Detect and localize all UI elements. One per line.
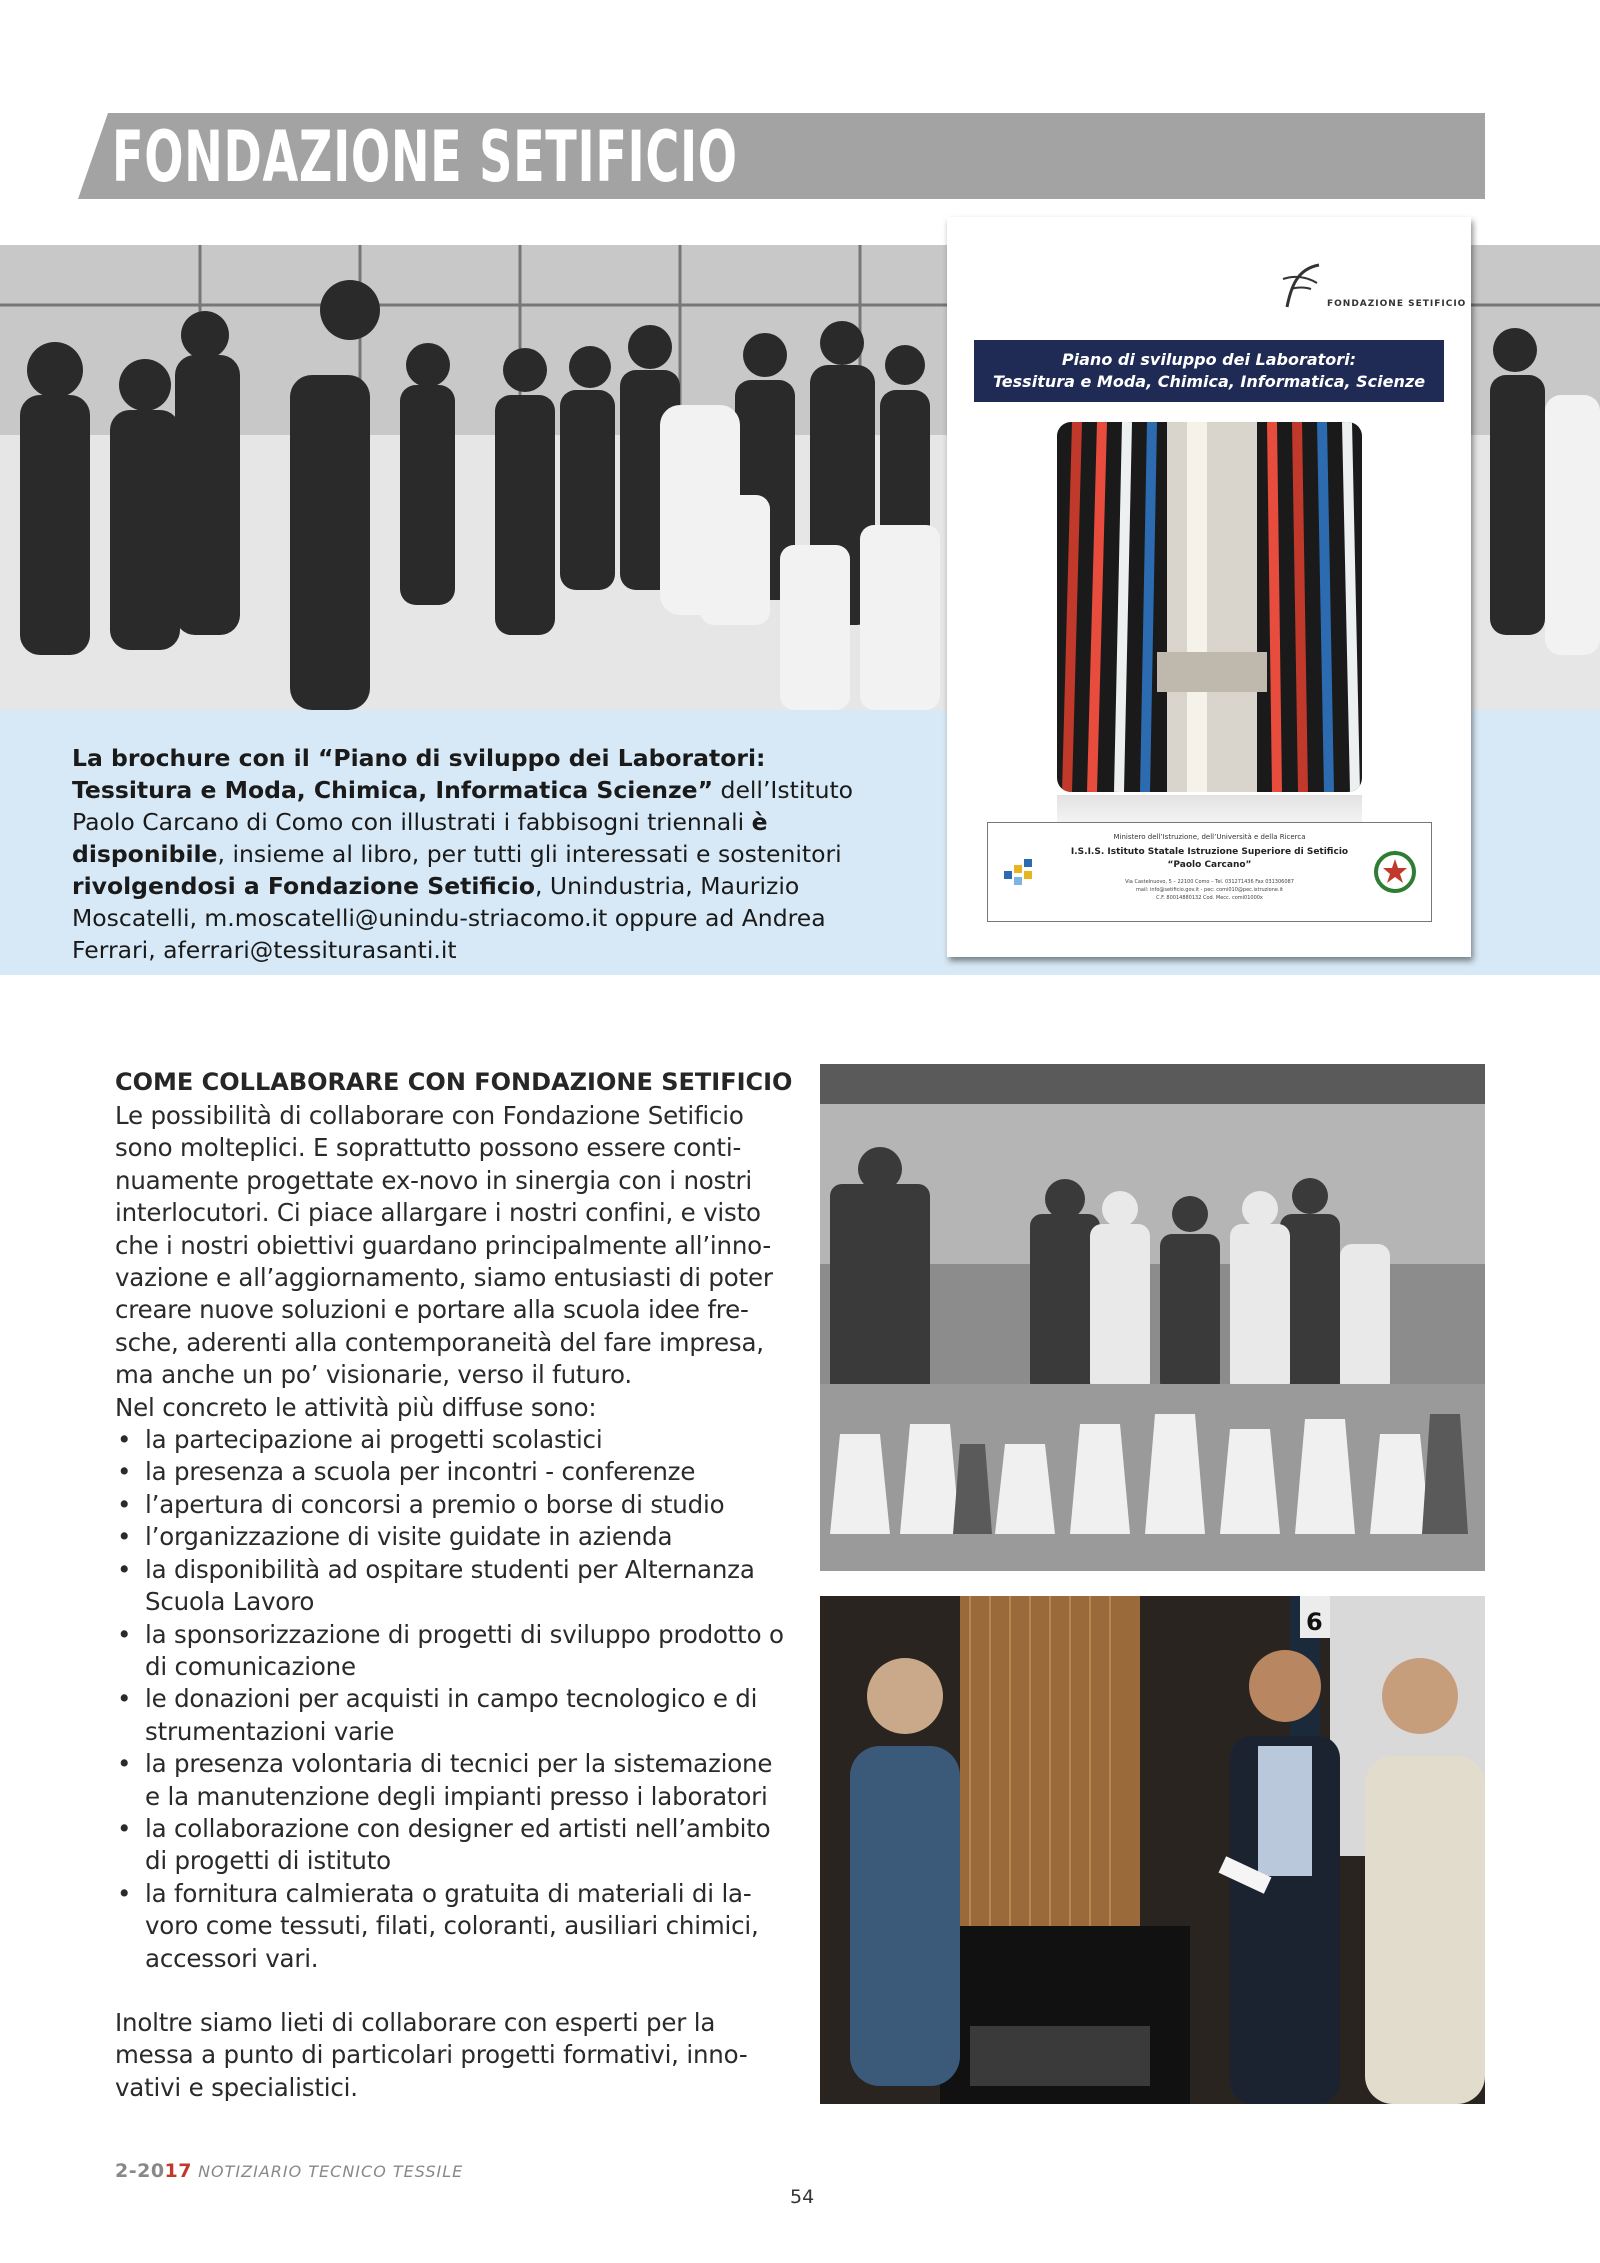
list-item: • la sponsorizzazione di progetti di sviluppo prodotto o di comunicazione — [117, 1619, 784, 1681]
article-closing: Inoltre siamo lieti di collaborare con esperti per la messa a punto di particolari progetti formativi, inno-vativi e specialistici. — [115, 2007, 748, 2102]
brochure-email: mail: info@setificio.gov.it - pec: comi010@pec.istruzione.it — [1136, 887, 1283, 893]
list-item: • la collaborazione con designer ed artisti nell’ambito di progetti di istituto — [117, 1813, 771, 1876]
caption-bold-available: è disponibile — [72, 808, 768, 868]
school-logo-icon — [1000, 851, 1040, 891]
brochure-banner-line1: Piano di sviluppo dei Laboratori: — [1061, 350, 1357, 369]
brochure-logo-text: FONDAZIONE SETIFICIO — [1327, 299, 1467, 309]
header-wedge — [78, 113, 108, 199]
brochure-school-name: “Paolo Carcano” — [1167, 860, 1252, 870]
brochure-banner — [974, 340, 1444, 402]
brochure-ministry-line: Ministero dell’Istruzione, dell’Università e della Ricerca — [1113, 833, 1306, 841]
bullet-icon: • — [117, 1457, 132, 1487]
brochure-address: Via Castelnuovo, 5 – 22100 Como – Tel. 031271436 Fax 031306087 — [1125, 879, 1294, 885]
bullet-icon: • — [117, 1489, 132, 1519]
bullet-icon: • — [117, 1425, 132, 1455]
brochure-loom-photo — [1057, 422, 1362, 792]
list-item: • le donazioni per acquisti in campo tecnologico e di strumentazioni varie — [117, 1684, 758, 1746]
magazine-name: NOTIZIARIO TECNICO TESSILE — [192, 2162, 464, 2181]
brochure-cover — [947, 217, 1471, 957]
page-title: FONDAZIONE SETIFICIO — [112, 116, 738, 198]
bullet-icon: • — [117, 1619, 132, 1649]
bullet-icon: • — [117, 1878, 132, 1908]
loom-visitors-photo — [820, 1596, 1485, 2104]
caption-text: dell’Istituto Paolo Carcano di Como con illustrati i fabbisogni triennali — [72, 776, 854, 836]
brochure-fiscal-code: C.F. 80014880132 Cod. Mecc. comi01000x — [1156, 895, 1263, 901]
bullet-icon: • — [117, 1554, 132, 1584]
caption-bold-contact: rivolgendosi a Fondazione Setificio — [72, 872, 535, 900]
page-number: 54 — [790, 2186, 815, 2208]
list-item: • la disponibilità ad ospitare studenti per Alternanza Scuola Lavoro — [117, 1554, 755, 1617]
caption-contacts: , Unindustria, Maurizio Moscatelli, m.moscatelli@unindu-striacomo.it oppure ad Andrea Ferrari, aferrari@tessiturasanti.it — [72, 872, 826, 964]
brochure-banner-line2: Tessitura e Moda, Chimica, Informatica, Scienze — [992, 372, 1426, 391]
caption-text: , insieme al libro, per tutti gli interessati e sostenitori — [217, 840, 842, 868]
bullet-icon: • — [117, 1684, 132, 1714]
article-intro: Le possibilità di collaborare con Fondazione Setificio sono molteplici. E soprattutto possono essere conti-nuamente progettate ex-novo in sinergia con i nostri interlocutori. Ci piace allargare i nostri confini, e visto che i nostri obiettivi guardano principalmente all’inno-vazione e all’aggiornamento, siamo entusiasti di poter creare nuove soluzioni e portare alla scuola idee fre-sche, aderenti alla contemporaneità del fare impresa, ma anche un po’ visionarie, verso il futuro. — [115, 1101, 773, 1390]
list-intro: Nel concreto le attività più diffuse sono: — [115, 1392, 597, 1422]
list-item: • la partecipazione ai progetti scolastici — [115, 1424, 785, 1456]
list-item: • la presenza volontaria di tecnici per la sistemazione e la manutenzione degli impianti presso i laboratori — [117, 1749, 773, 1811]
yarn-cones-photo — [820, 1064, 1485, 1571]
activities-list — [115, 1424, 785, 1975]
fondazione-logo-icon — [1277, 257, 1327, 317]
article-body — [115, 1100, 785, 2104]
list-item: • la fornitura calmierata o gratuita di materiali di la-voro come tessuti, filati, coloranti, ausiliari chimici, accessori vari. — [117, 1878, 759, 1973]
bullet-icon: • — [117, 1813, 132, 1843]
caption-bold-title: La brochure con il “Piano di sviluppo dei Laboratori: Tessitura e Moda, Chimica, Informatica Scienze” — [72, 744, 766, 804]
bullet-icon: • — [117, 1749, 132, 1779]
list-item: • l’apertura di concorsi a premio o borse di studio — [115, 1489, 785, 1521]
brochure-school-line: I.S.I.S. Istituto Statale Istruzione Superiore di Setificio — [1070, 847, 1349, 857]
bullet-icon: • — [117, 1522, 132, 1552]
footer-issue: 2-2017 NOTIZIARIO TECNICO TESSILE — [115, 2160, 464, 2182]
loom-number-sign: 6 — [1306, 1608, 1323, 1636]
list-item: • la presenza a scuola per incontri - conferenze — [115, 1456, 785, 1488]
brochure-caption — [72, 742, 892, 966]
brochure-footer-box — [987, 822, 1432, 922]
section-heading: COME COLLABORARE CON FONDAZIONE SETIFICIO — [115, 1068, 793, 1096]
list-item: • l’organizzazione di visite guidate in azienda — [115, 1521, 785, 1553]
